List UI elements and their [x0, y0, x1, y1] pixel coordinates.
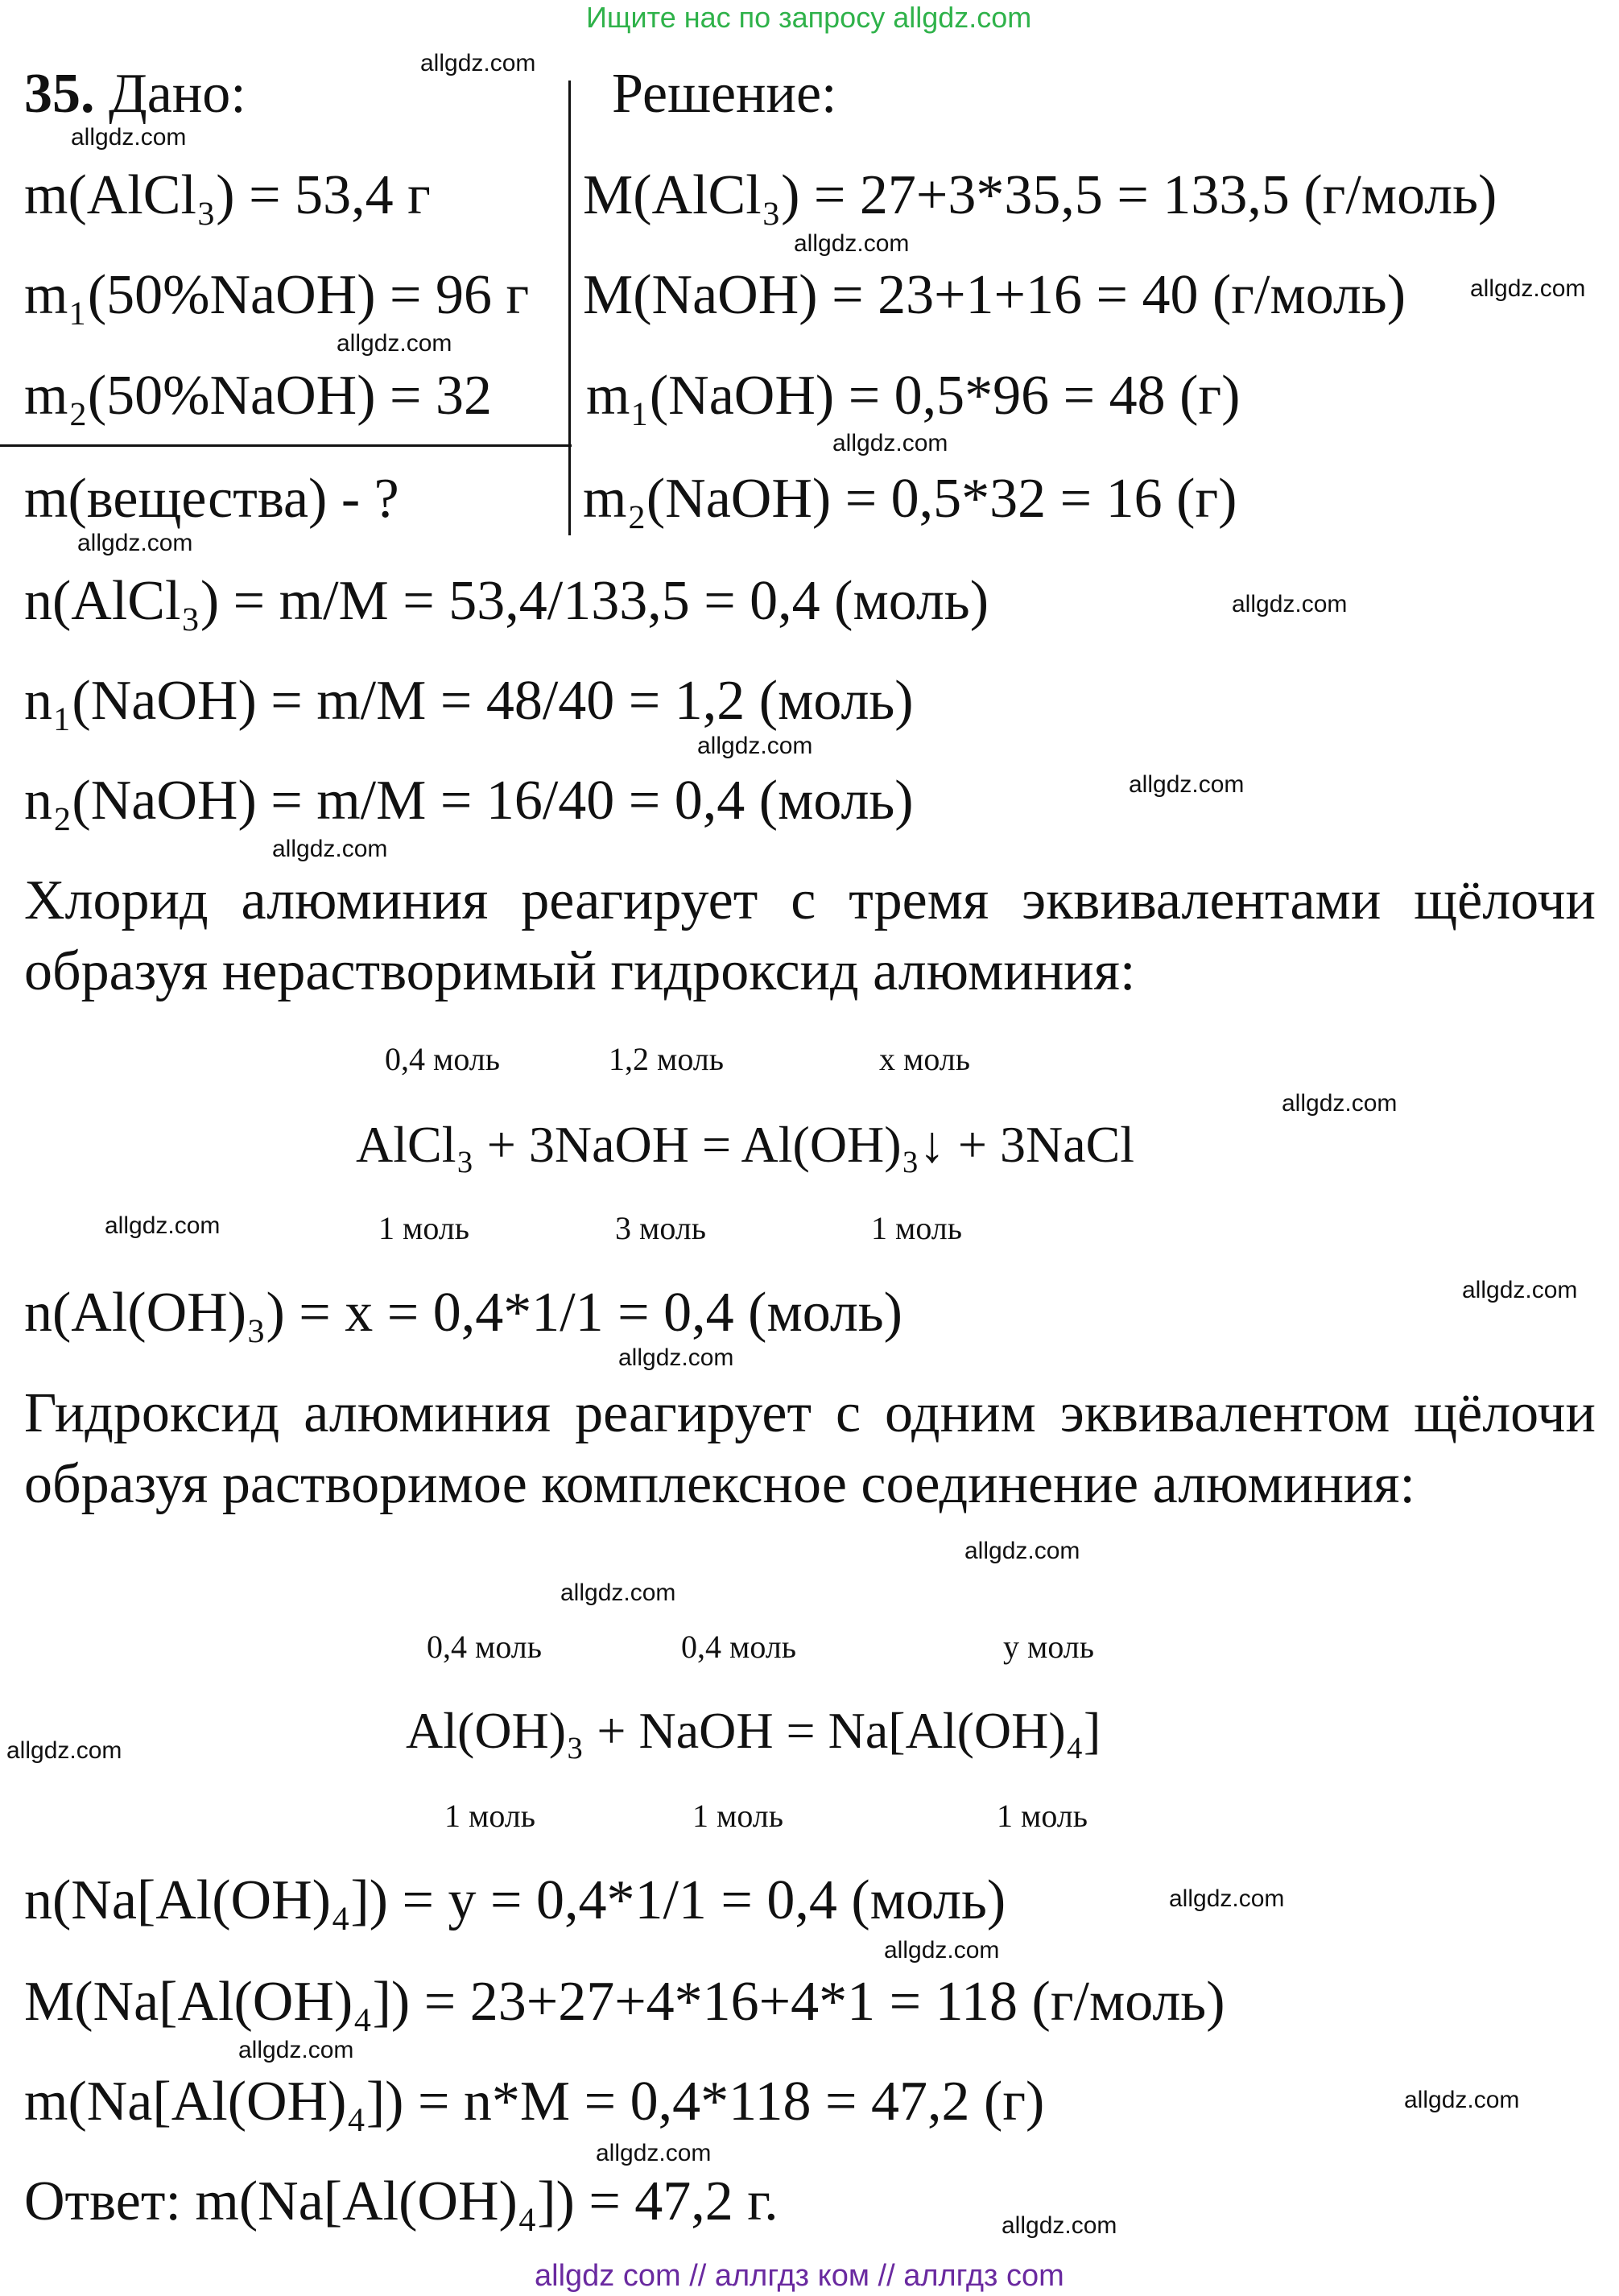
watermark: allgdz.com — [105, 1212, 221, 1239]
watermark: allgdz.com — [238, 2037, 354, 2063]
given-line-2: m₁(50%NaOH) = 96 г — [24, 264, 530, 326]
solution-line-4: m₂(NaOH) = 0,5*32 = 16 (г) — [583, 468, 1237, 530]
watermark: allgdz.com — [697, 733, 813, 759]
final-line-3: m(Na[Al(OH)₄]) = n*M = 0,4*118 = 47,2 (г) — [24, 2071, 1045, 2133]
final-line-1: n(Na[Al(OH)₄]) = у = 0,4*1/1 = 0,4 (моль) — [24, 1869, 1006, 1931]
watermark: allgdz.com — [596, 2140, 712, 2166]
watermark: allgdz.com — [560, 1580, 676, 1606]
answer-line: Ответ: m(Na[Al(OH)₄]) = 47,2 г. — [24, 2170, 779, 2232]
watermark: allgdz.com — [1129, 771, 1245, 798]
watermark: allgdz.com — [337, 330, 452, 357]
reaction1-above-2: 1,2 моль — [609, 1041, 724, 1077]
paragraph-2: Гидроксид алюминия реагирует с одним эквивалентом щёлочи образуя растворимое комплексное соединение алюминия: — [24, 1382, 1596, 1515]
given-label: Дано: — [109, 63, 246, 125]
solution-line-2: M(NaOH) = 23+1+16 = 40 (г/моль) — [583, 264, 1406, 326]
reaction1-above-3: x моль — [879, 1041, 970, 1077]
given-divider-vertical — [568, 81, 571, 535]
given-divider-horizontal — [0, 444, 572, 447]
calc-line-3: n₂(NaOH) = m/M = 16/40 = 0,4 (моль) — [24, 770, 914, 832]
reaction1-equation: AlCl₃ + 3NaOH = Al(OH)₃↓ + 3NaCl — [356, 1116, 1135, 1173]
top-watermark: Ищите нас по запросу allgdz.com — [586, 1, 1032, 34]
solution-line-3: m₁(NaOH) = 0,5*96 = 48 (г) — [586, 365, 1241, 427]
solution-label: Решение: — [612, 63, 837, 125]
given-line-1: m(AlCl₃) = 53,4 г — [24, 164, 431, 226]
watermark: allgdz.com — [964, 1538, 1080, 1564]
watermark: allgdz.com — [618, 1344, 734, 1371]
reaction2-below-1: 1 моль — [444, 1798, 535, 1834]
reaction1-below-3: 1 моль — [871, 1210, 962, 1246]
watermark: allgdz.com — [1404, 2087, 1520, 2113]
calc-line-1: n(AlCl₃) = m/M = 53,4/133,5 = 0,4 (моль) — [24, 570, 989, 632]
reaction2-equation: Al(OH)₃ + NaOH = Na[Al(OH)₄] — [406, 1702, 1101, 1759]
reaction1-below-1: 1 моль — [378, 1210, 469, 1246]
watermark: allgdz.com — [272, 836, 388, 862]
problem-number: 35. — [24, 63, 95, 125]
watermark: allgdz.com — [1462, 1277, 1578, 1303]
watermark: allgdz.com — [77, 530, 193, 556]
watermark: allgdz.com — [794, 230, 910, 257]
watermark: allgdz.com — [1002, 2212, 1117, 2239]
watermark: allgdz.com — [884, 1937, 1000, 1964]
paragraph-1: Хлорид алюминия реагирует с тремя эквивалентами щёлочи образуя нерастворимый гидроксид алюминия: — [24, 869, 1596, 1002]
reaction2-below-3: 1 моль — [997, 1798, 1088, 1834]
reaction2-above-3: у моль — [1003, 1629, 1094, 1665]
reaction2-above-2: 0,4 моль — [681, 1629, 796, 1665]
solution-line-1: M(AlCl₃) = 27+3*35,5 = 133,5 (г/моль) — [583, 164, 1497, 226]
watermark: allgdz.com — [420, 50, 536, 76]
watermark: allgdz.com — [1282, 1090, 1398, 1117]
problem-header — [24, 63, 246, 125]
bottom-watermark: allgdz com // аллгдз ком // аллгдз com — [535, 2259, 1064, 2293]
watermark: allgdz.com — [1470, 275, 1586, 302]
final-line-2: M(Na[Al(OH)₄]) = 23+27+4*16+4*1 = 118 (г/моль) — [24, 1971, 1225, 2033]
reaction2-below-2: 1 моль — [692, 1798, 783, 1834]
reaction2-above-1: 0,4 моль — [427, 1629, 542, 1665]
watermark: allgdz.com — [1232, 591, 1348, 617]
reaction1-above-1: 0,4 моль — [385, 1041, 500, 1077]
calc-line-2: n₁(NaOH) = m/M = 48/40 = 1,2 (моль) — [24, 670, 914, 732]
given-line-4: m(вещества) - ? — [24, 468, 399, 530]
given-line-3: m₂(50%NaOH) = 32 — [24, 365, 492, 427]
watermark: allgdz.com — [71, 124, 187, 151]
watermark: allgdz.com — [1169, 1885, 1285, 1912]
result-line-1: n(Al(OH)₃) = x = 0,4*1/1 = 0,4 (моль) — [24, 1282, 902, 1344]
reaction1-below-2: 3 моль — [615, 1210, 706, 1246]
watermark: allgdz.com — [832, 430, 948, 456]
watermark: allgdz.com — [6, 1737, 122, 1764]
